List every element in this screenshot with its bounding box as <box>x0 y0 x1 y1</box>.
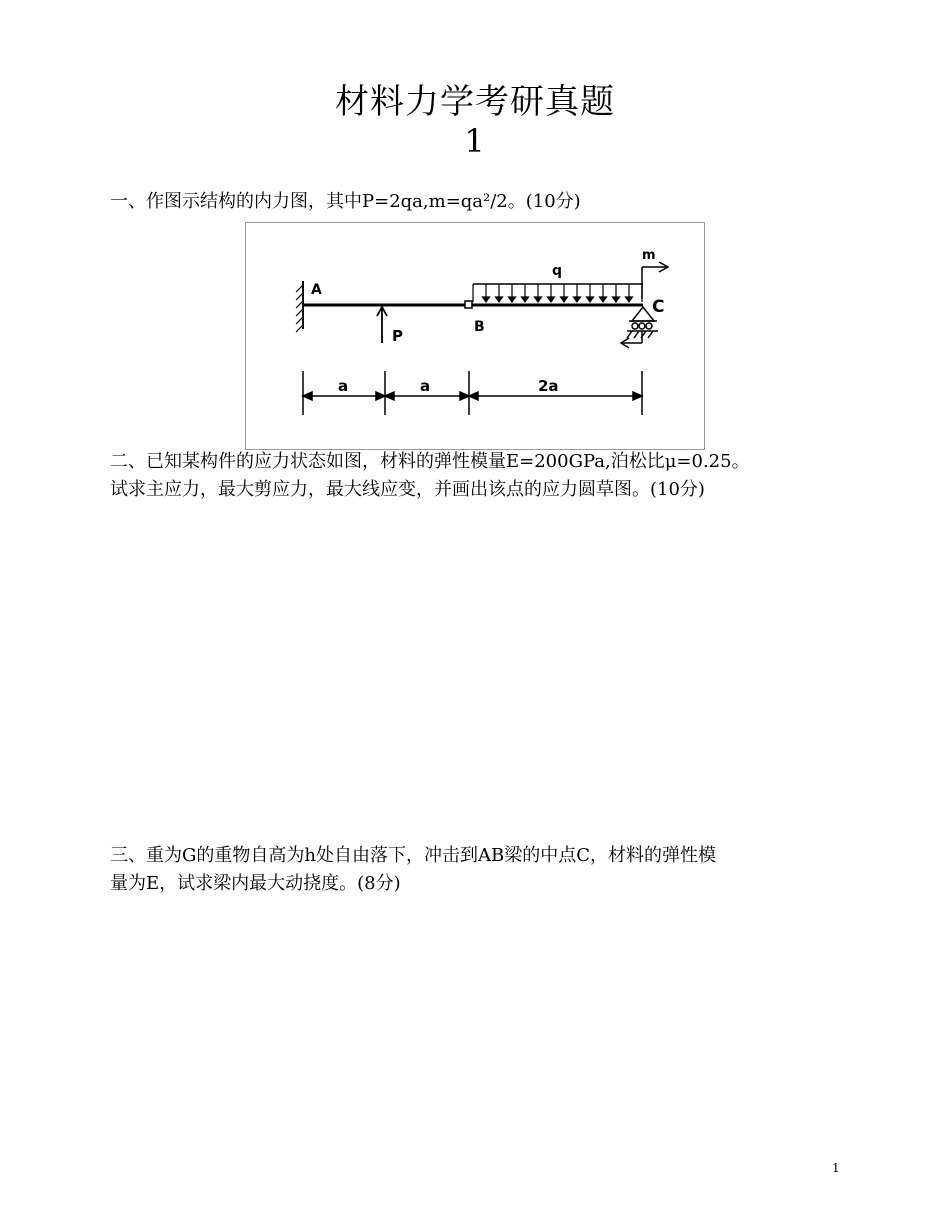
page-number: 1 <box>832 1161 840 1175</box>
label-c: C <box>652 297 665 317</box>
label-b: B <box>474 319 485 335</box>
label-q: q <box>552 263 563 279</box>
question-2-line-2: 试求主应力，最大剪应力，最大线应变，并画出该点的应力圆草图。(10分) <box>110 479 705 500</box>
beam-diagram <box>246 223 706 451</box>
dimension-label-2: a <box>420 377 431 395</box>
question-3-line-2: 量为E，试求梁内最大动挠度。(8分) <box>110 873 401 894</box>
question-3-line-1: 三、重为G的重物自高为h处自由落下，冲击到AB梁的中点C，材料的弹性模 <box>110 845 716 866</box>
label-m: m <box>642 248 656 263</box>
question-2 <box>110 448 850 504</box>
beam-figure <box>245 222 705 450</box>
label-a: A <box>311 282 322 298</box>
dimension-label-1: a <box>338 377 349 395</box>
page-title-number: 1 <box>464 122 486 160</box>
dimension-label-3: 2a <box>538 377 559 395</box>
dimension-lines <box>303 371 642 415</box>
hinge-b <box>465 301 472 308</box>
distributed-load-arrows <box>473 284 642 302</box>
wall-hatch <box>296 285 303 332</box>
label-p: P <box>392 327 403 345</box>
question-3 <box>110 842 850 898</box>
question-2-line-1: 二、已知某构件的应力状态如图，材料的弹性模量E=200GPa,泊松比μ=0.25。 <box>110 451 750 472</box>
question-1 <box>110 188 850 216</box>
question-1-line-1: 一、作图示结构的内力图，其中P=2qa,m=qa²/2。(10分) <box>110 191 581 212</box>
page-title: 材料力学考研真题 <box>335 82 615 122</box>
